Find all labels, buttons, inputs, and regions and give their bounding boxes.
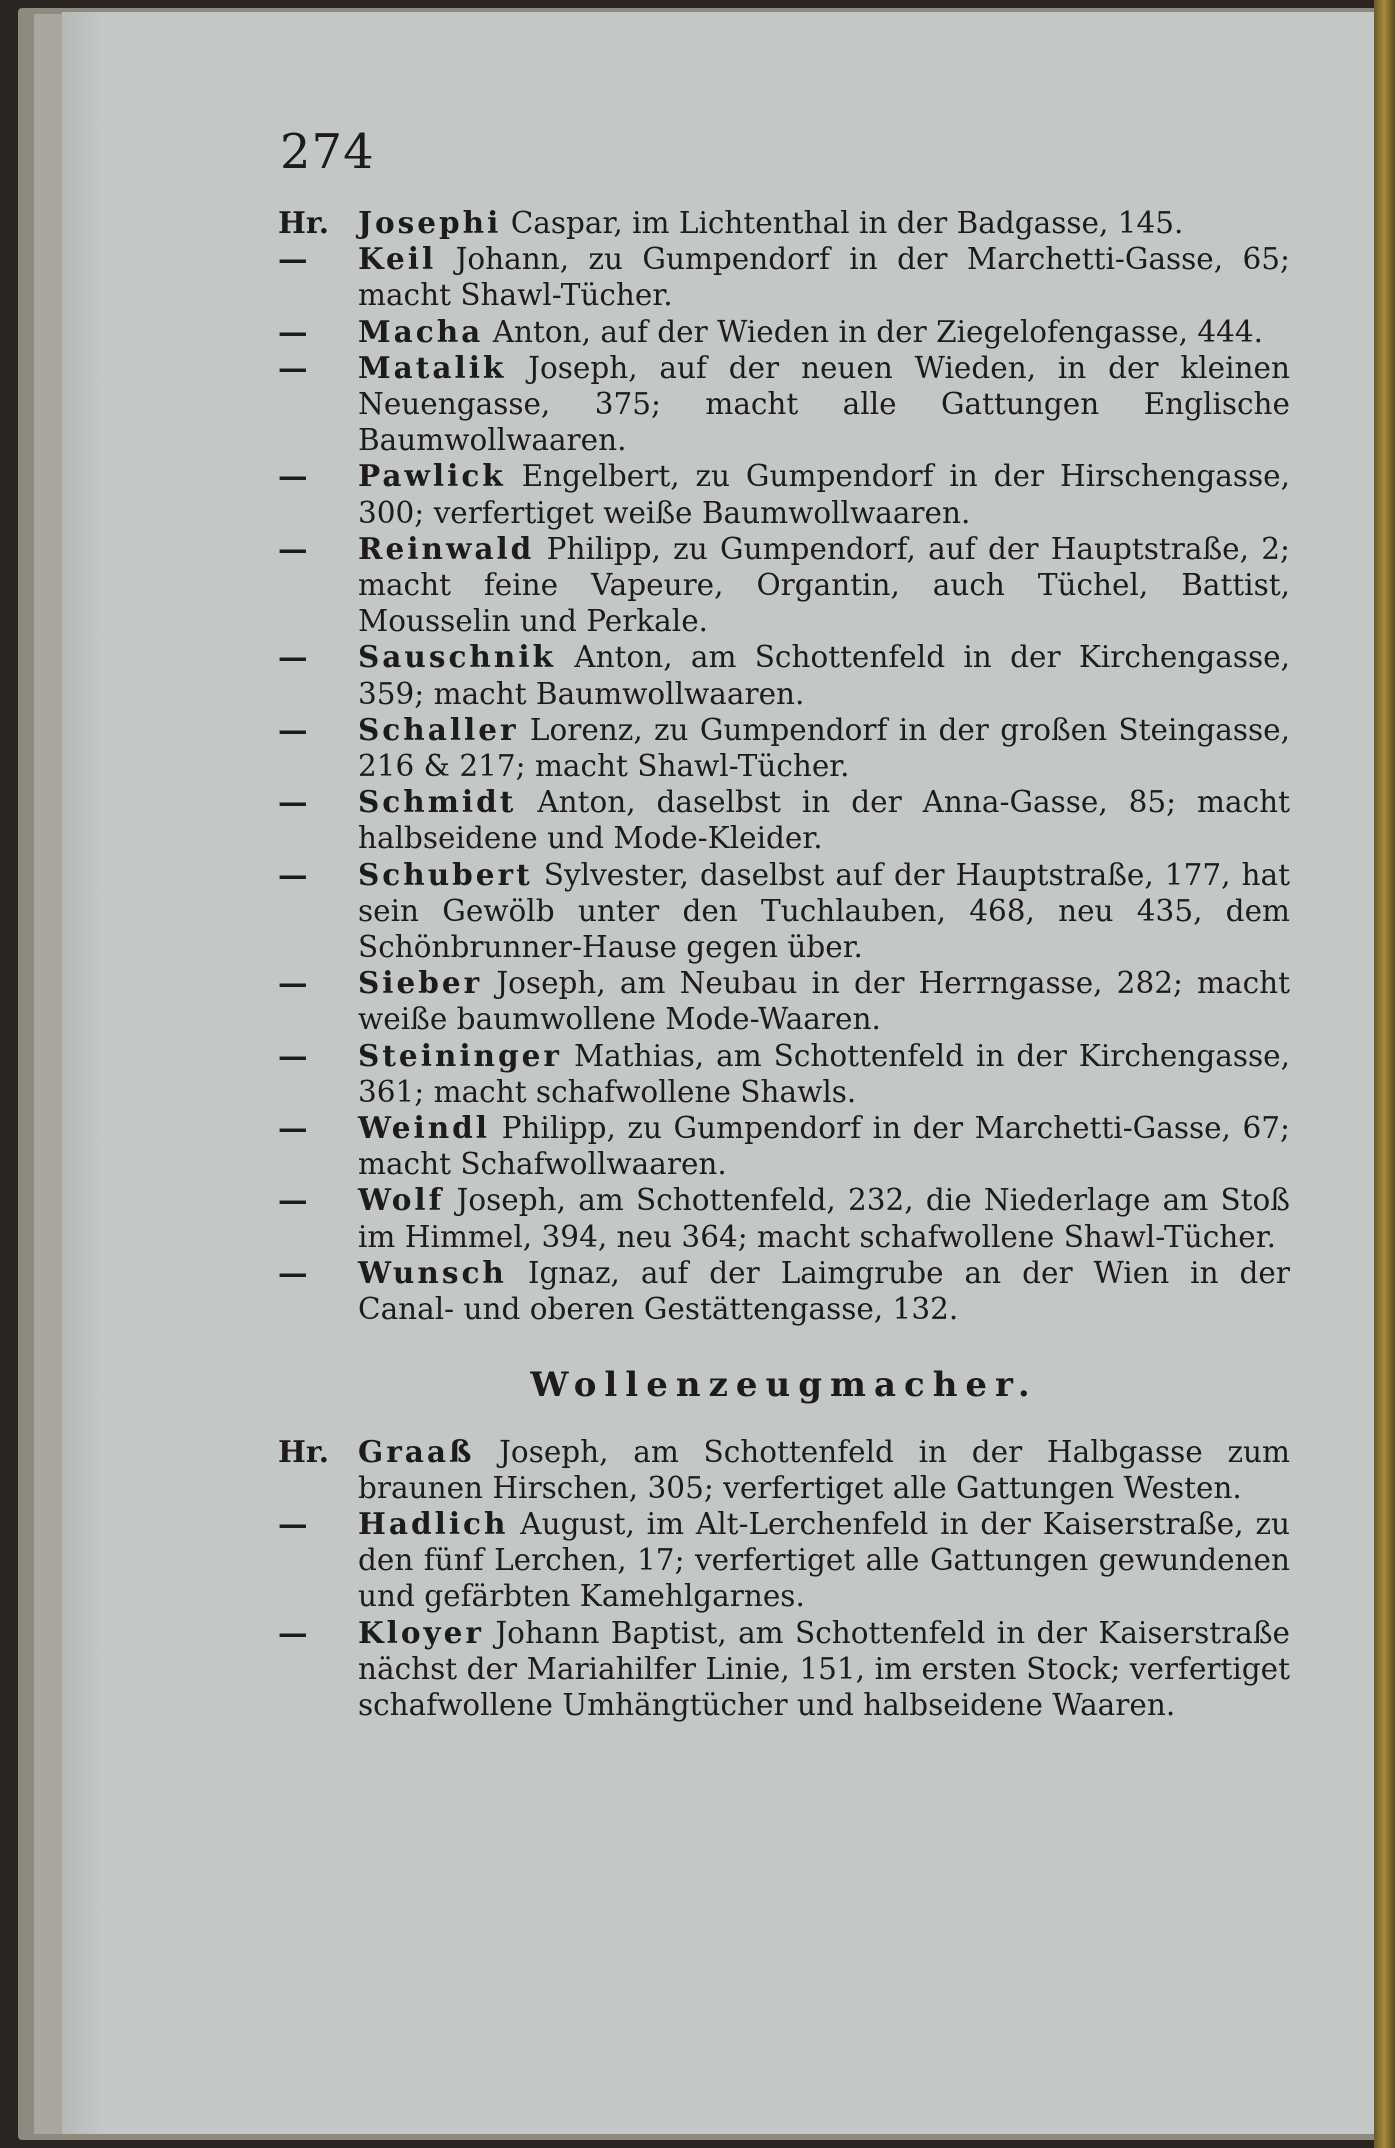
directory-entry	[278, 1506, 1290, 1615]
directory-entry	[278, 1434, 1290, 1506]
entry-lead: —	[278, 241, 308, 277]
entry-lead: —	[278, 965, 308, 1001]
entry-lead: —	[278, 349, 308, 385]
entry-list-part1	[278, 205, 1290, 1327]
entry-surname: Graaß	[358, 1433, 475, 1469]
entry-surname: Matalik	[358, 349, 507, 385]
entry-surname: Reinwald	[358, 530, 535, 566]
entry-text: Ignaz, auf der Laimgrube an der Wien in der Canal- und oberen Gestättengasse, 132.	[358, 1255, 1290, 1327]
entry-text: Anton, daselbst in der Anna-Gasse, 85; macht halbseidene und Mode-Kleider.	[358, 785, 1290, 856]
directory-entry	[278, 712, 1290, 784]
entry-lead: —	[278, 1505, 308, 1541]
directory-entry	[278, 639, 1290, 711]
entry-surname: Schmidt	[358, 784, 517, 820]
directory-entry	[278, 1615, 1290, 1724]
entry-text: Mathias, am Schottenfeld in der Kirchengasse, 361; macht schafwollene Shawls.	[358, 1038, 1290, 1109]
entry-surname: Macha	[358, 313, 484, 349]
directory-entry	[278, 1182, 1290, 1254]
entry-surname: Sauschnik	[358, 639, 556, 675]
directory-entry	[278, 350, 1290, 459]
directory-entry	[278, 314, 1290, 350]
entry-surname: Wolf	[358, 1182, 445, 1218]
entry-lead: Hr.	[278, 205, 329, 240]
entry-lead: —	[278, 784, 308, 820]
directory-entry	[278, 1255, 1290, 1327]
entry-text: Joseph, am Schottenfeld, 232, die Niederlage am Stoß im Himmel, 394, neu 364; macht schafwollene Shawl-Tücher.	[358, 1183, 1290, 1254]
entry-lead: —	[278, 1254, 308, 1290]
directory-entry	[278, 241, 1290, 313]
entry-surname: Hadlich	[358, 1505, 509, 1541]
entry-text: Anton, am Schottenfeld in der Kirchengasse, 359; macht Baumwollwaaren.	[358, 640, 1290, 711]
entry-text: August, im Alt-Lerchenfeld in der Kaiserstraße, zu den fünf Lerchen, 17; verfertiget alle Gattungen gewundenen und gefärbten Kamehlgarnes.	[358, 1506, 1290, 1614]
entry-surname: Sieber	[358, 965, 483, 1001]
entry-surname: Weindl	[358, 1110, 490, 1146]
entry-lead: —	[278, 458, 308, 494]
directory-entry	[278, 784, 1290, 856]
entry-lead: —	[278, 711, 308, 747]
directory-entry	[278, 205, 1290, 241]
page-body	[278, 205, 1290, 1723]
entry-surname: Pawlick	[358, 458, 506, 494]
entry-text: Johann, zu Gumpendorf in der Marchetti-Gasse, 65; macht Shawl-Tücher.	[358, 242, 1290, 313]
entry-text: Sylvester, daselbst auf der Hauptstraße, 177, hat sein Gewölb unter den Tuchlauben, 468, neu 435, dem Schönbrunner-Hause gegen über.	[358, 857, 1290, 965]
entry-lead: —	[278, 313, 308, 349]
entry-surname: Josephi	[358, 205, 502, 240]
entry-text: Joseph, auf der neuen Wieden, in der kleinen Neuengasse, 375; macht alle Gattungen Englische Baumwollwaaren.	[358, 350, 1290, 458]
page-number: 274	[280, 124, 375, 180]
entry-surname: Kloyer	[358, 1614, 484, 1650]
entry-surname: Schubert	[358, 856, 533, 892]
entry-list-part2	[278, 1434, 1290, 1724]
entry-text: Johann Baptist, am Schottenfeld in der Kaiserstraße nächst der Mariahilfer Linie, 151, im ersten Stock; verfertiget schafwollene Umhängtücher und halbseidene Waaren.	[358, 1615, 1290, 1722]
section-heading: Wollenzeugmacher.	[530, 1365, 1038, 1406]
entry-surname: Schaller	[358, 711, 519, 747]
entry-lead: —	[278, 1110, 308, 1146]
entry-lead: —	[278, 856, 308, 892]
directory-entry	[278, 1110, 1290, 1182]
entry-text: Engelbert, zu Gumpendorf in der Hirschengasse, 300; verfertiget weiße Baumwollwaaren.	[358, 459, 1290, 530]
entry-surname: Wunsch	[358, 1254, 507, 1290]
directory-entry	[278, 531, 1290, 640]
directory-entry	[278, 965, 1290, 1037]
entry-lead: —	[278, 1182, 308, 1218]
entry-surname: Steininger	[358, 1037, 562, 1073]
directory-entry	[278, 857, 1290, 966]
directory-entry	[278, 1038, 1290, 1110]
entry-surname: Keil	[358, 241, 437, 277]
entry-text: Joseph, am Neubau in der Herrngasse, 282; macht weiße baumwollene Mode-Waaren.	[358, 966, 1290, 1037]
directory-entry	[278, 458, 1290, 530]
entry-lead: —	[278, 530, 308, 566]
entry-text: Philipp, zu Gumpendorf, auf der Hauptstraße, 2; macht feine Vapeure, Organtin, auch Tüchel, Battist, Mousselin und Perkale.	[358, 531, 1290, 639]
entry-lead: Hr.	[278, 1433, 329, 1469]
entry-lead: —	[278, 1614, 308, 1650]
entry-lead: —	[278, 639, 308, 675]
entry-text: Anton, auf der Wieden in der Ziegelofengasse, 444.	[492, 314, 1264, 349]
entry-text: Lorenz, zu Gumpendorf in der großen Steingasse, 216 & 217; macht Shawl-Tücher.	[358, 712, 1290, 784]
entry-lead: —	[278, 1037, 308, 1073]
entry-text: Caspar, im Lichtenthal in der Badgasse, 145.	[510, 206, 1184, 240]
book-cover-edge	[1374, 0, 1395, 2148]
entry-text: Joseph, am Schottenfeld in der Halbgasse zum braunen Hirschen, 305; verfertiget alle Gattungen Westen.	[358, 1434, 1290, 1505]
entry-text: Philipp, zu Gumpendorf in der Marchetti-Gasse, 67; macht Schafwollwaaren.	[358, 1111, 1290, 1182]
